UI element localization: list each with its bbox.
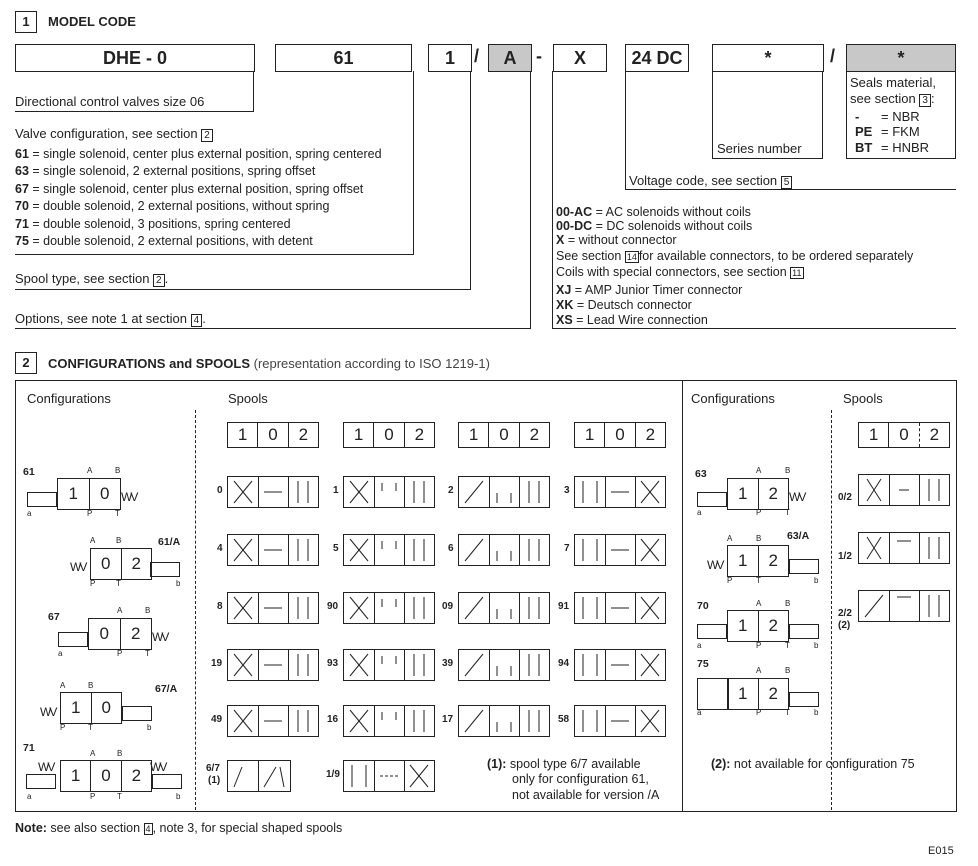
spool-label: 94 (558, 658, 570, 669)
code-valve: DHE - 0 (15, 44, 255, 72)
solenoid-icon (58, 632, 88, 647)
port-t: T (785, 708, 790, 717)
code-config: 61 (275, 44, 412, 72)
spool-label-1-9: 1/9 (326, 769, 340, 780)
port-a-lower: a (697, 641, 702, 650)
code-slash2: / (830, 46, 836, 66)
position-header: 1 0 2 (458, 422, 550, 448)
port-b-lower: b (176, 579, 181, 588)
spring-icon: WV (707, 558, 723, 572)
spool-symbol (343, 592, 435, 624)
config-71: 71 = double solenoid, 3 positions, spring centered (15, 217, 291, 231)
desc-options: Options, see note 1 at section 4 . (15, 311, 206, 326)
cfg-label-67a: 67/A (155, 683, 178, 695)
note-1: (1): spool type 6/7 available (487, 757, 641, 771)
cfg-box-70: 1 2 (727, 610, 789, 642)
spool-label: 4 (217, 543, 223, 554)
spool-symbol (574, 649, 666, 681)
cfg-box-61a: 0 2 (90, 548, 152, 580)
conn-coils: Coils with special connectors, see section 11 (556, 265, 802, 279)
spool-label-1-2: 1/2 (838, 551, 852, 562)
port-a: A (60, 681, 66, 690)
solenoid-icon (27, 492, 57, 507)
seal-text-fkm: = FKM (881, 124, 920, 139)
spring-icon: WV (121, 490, 137, 504)
port-a-lower: a (58, 649, 63, 658)
cfg-box-61: 1 0 (57, 478, 121, 510)
conn-xj: XJ = AMP Junior Timer connector (556, 283, 743, 297)
solenoid-icon (697, 624, 727, 639)
code-slash: / (474, 46, 480, 66)
cfg-label-61a: 61/A (158, 536, 181, 548)
spool-label: 5 (333, 543, 339, 554)
note-1-line2: only for configuration 61, (512, 772, 649, 786)
port-t: T (785, 641, 790, 650)
spring-icon: WV (70, 560, 86, 574)
section-title: CONFIGURATIONS and SPOOLS (representation according to ISO 1219-1) (48, 356, 490, 371)
cfg-label-67: 67 (48, 611, 60, 623)
spring-icon: WV (38, 760, 54, 774)
spool-symbol (574, 476, 666, 508)
cfg-box-75: 1 2 (727, 678, 789, 710)
spool-label: 7 (564, 543, 570, 554)
code-seals: * (846, 44, 956, 72)
config-63: 63 = single solenoid, 2 external positions, spring offset (15, 164, 316, 178)
solenoid-icon (26, 774, 56, 789)
port-a: A (90, 536, 96, 545)
panel-configurations: Configurations (27, 391, 111, 406)
port-a: A (756, 666, 762, 675)
cfg-label-70: 70 (697, 600, 709, 612)
port-t: T (116, 579, 121, 588)
spring-icon: WV (152, 630, 168, 644)
spool-symbol (574, 534, 666, 566)
cfg-box-67: 0 2 (88, 618, 152, 650)
port-b-lower: b (814, 641, 819, 650)
port-b-lower: b (814, 708, 819, 717)
conn-00ac: 00-AC = AC solenoids without coils (556, 205, 751, 219)
port-p: P (756, 508, 762, 517)
note-1-line3: not available for version /A (512, 788, 660, 802)
cfg-label-61: 61 (23, 466, 35, 478)
port-a: A (117, 606, 123, 615)
solenoid-icon (697, 492, 727, 507)
spool-symbol (574, 592, 666, 624)
spring-icon: WV (150, 760, 166, 774)
desc-spool-type: Spool type, see section 2 . (15, 271, 169, 286)
cfg-box-71: 1 0 2 (60, 760, 152, 792)
position-header: 1 0 2 (574, 422, 666, 448)
code-dash: - (536, 46, 542, 66)
port-a: A (727, 534, 733, 543)
spool-symbol-0-2 (858, 474, 950, 506)
cfg-label-63: 63 (695, 468, 707, 480)
spool-symbol (458, 705, 550, 737)
spool-label-6-7: 6/7 (206, 763, 220, 774)
port-t: T (145, 649, 150, 658)
panel-spools-2: Spools (843, 391, 883, 406)
spool-label: 16 (327, 714, 339, 725)
spool-label: 09 (442, 601, 454, 612)
port-p: P (60, 723, 66, 732)
port-p: P (756, 708, 762, 717)
note-2: (2): not available for configuration 75 (711, 757, 915, 771)
port-p: P (727, 576, 733, 585)
spool-label: 49 (211, 714, 223, 725)
code-connector: X (553, 44, 607, 72)
spool-label-note1: (1) (208, 775, 221, 786)
desc-series: Series number (717, 141, 802, 156)
port-p: P (117, 649, 123, 658)
port-t: T (88, 723, 93, 732)
port-b-lower: b (147, 723, 152, 732)
port-a: A (90, 749, 96, 758)
solenoid-icon (150, 562, 180, 577)
spool-label: 6 (448, 543, 454, 554)
port-b: B (145, 606, 151, 615)
detent-icon (697, 678, 729, 710)
spool-label: 93 (327, 658, 339, 669)
port-a-lower: a (697, 508, 702, 517)
section-number: 1 (15, 11, 37, 33)
port-b: B (785, 666, 791, 675)
conn-xk: XK = Deutsch connector (556, 298, 692, 312)
spool-label: 1 (333, 485, 339, 496)
page-code: E015 (928, 845, 954, 857)
spool-label-2-2: 2/2 (838, 608, 852, 619)
port-b: B (116, 536, 122, 545)
spool-label: 39 (442, 658, 454, 669)
solenoid-icon (789, 692, 819, 707)
spool-symbol (574, 705, 666, 737)
port-a-lower: a (27, 792, 32, 801)
port-b: B (115, 466, 121, 475)
port-t: T (115, 509, 120, 518)
solenoid-icon (789, 624, 819, 639)
code-option: A (488, 44, 532, 72)
config-70: 70 = double solenoid, 2 external positions, without spring (15, 199, 330, 213)
cfg-box-63a: 1 2 (727, 545, 789, 577)
port-b: B (785, 466, 791, 475)
config-61: 61 = single solenoid, center plus external position, spring centered (15, 147, 382, 161)
spool-symbol (227, 649, 319, 681)
code-voltage: 24 DC (625, 44, 689, 72)
spool-label: 19 (211, 658, 223, 669)
section-number: 2 (15, 352, 37, 374)
port-t: T (117, 792, 122, 801)
port-a-lower: a (27, 509, 32, 518)
solenoid-icon (122, 706, 152, 721)
port-b: B (117, 749, 123, 758)
cfg-label-75: 75 (697, 658, 709, 670)
spool-symbol-6-7 (227, 760, 291, 792)
spool-label: 17 (442, 714, 454, 725)
spool-symbol (343, 476, 435, 508)
seal-code-fkm: PE (855, 124, 873, 139)
port-a-lower: a (697, 708, 702, 717)
spool-symbol (458, 534, 550, 566)
spool-symbol (227, 592, 319, 624)
seals-title2: see section 3 : (850, 91, 935, 106)
panel-spools: Spools (228, 391, 268, 406)
spool-symbol (227, 534, 319, 566)
port-b: B (785, 599, 791, 608)
spool-label: 8 (217, 601, 223, 612)
position-header: 1 0 2 (227, 422, 319, 448)
spool-label-0-2: 0/2 (838, 492, 852, 503)
spool-symbol (227, 705, 319, 737)
spool-symbol (343, 649, 435, 681)
spool-label: 91 (558, 601, 570, 612)
code-series: * (712, 44, 824, 72)
spool-label-note2: (2) (838, 620, 851, 631)
desc-valve-config: Valve configuration, see section 2 (15, 126, 213, 141)
seal-text-hnbr: = HNBR (881, 140, 930, 155)
spool-symbol (343, 705, 435, 737)
config-67: 67 = single solenoid, center plus external position, spring offset (15, 182, 364, 196)
port-p: P (90, 579, 96, 588)
position-header: 1 0 2 (858, 422, 950, 448)
panel-configurations-2: Configurations (691, 391, 775, 406)
cfg-box-63: 1 2 (727, 478, 789, 510)
section-title: MODEL CODE (48, 14, 136, 29)
position-header: 1 0 2 (343, 422, 435, 448)
port-p: P (90, 792, 96, 801)
cfg-label-63a: 63/A (787, 530, 810, 542)
seal-code-nbr: - (855, 109, 860, 124)
port-b: B (756, 534, 762, 543)
port-b: B (88, 681, 94, 690)
port-p: P (756, 641, 762, 650)
port-a: A (756, 599, 762, 608)
bottom-note: Note: see also section 4 , note 3, for special shaped spools (15, 821, 343, 835)
spool-symbol (458, 649, 550, 681)
conn-xs: XS = Lead Wire connection (556, 313, 708, 327)
spool-label: 0 (217, 485, 223, 496)
desc-size: Directional control valves size 06 (15, 94, 205, 109)
spool-symbol-2-2 (858, 590, 950, 622)
conn-see14: See section 14 for available connectors, to be ordered separately (556, 249, 914, 263)
port-b-lower: b (814, 576, 819, 585)
spool-label: 58 (558, 714, 570, 725)
config-75: 75 = double solenoid, 2 external positions, with detent (15, 234, 313, 248)
solenoid-icon (789, 559, 819, 574)
spool-symbol-1-9 (343, 760, 435, 792)
seal-code-hnbr: BT (855, 140, 873, 155)
seals-title: Seals material, (850, 75, 936, 90)
port-b-lower: b (176, 792, 181, 801)
spool-label: 3 (564, 485, 570, 496)
cfg-label-71: 71 (23, 742, 35, 754)
spool-symbol (227, 476, 319, 508)
spool-symbol (458, 476, 550, 508)
spool-symbol (343, 534, 435, 566)
seal-text-nbr: = NBR (881, 109, 920, 124)
port-t: T (756, 576, 761, 585)
spring-icon: WV (40, 705, 56, 719)
conn-x: X = without connector (556, 233, 677, 247)
port-p: P (87, 509, 93, 518)
cfg-box-67a: 1 0 (60, 692, 122, 724)
solenoid-icon (152, 774, 182, 789)
spool-symbol-1-2 (858, 532, 950, 564)
spool-label: 2 (448, 485, 454, 496)
port-a: A (87, 466, 93, 475)
spool-label: 90 (327, 601, 339, 612)
spool-symbol (458, 592, 550, 624)
port-t: T (785, 508, 790, 517)
desc-voltage: Voltage code, see section 5 (629, 173, 792, 188)
code-spool: 1 (428, 44, 472, 72)
spring-icon: WV (789, 490, 805, 504)
conn-00dc: 00-DC = DC solenoids without coils (556, 219, 753, 233)
port-a: A (756, 466, 762, 475)
